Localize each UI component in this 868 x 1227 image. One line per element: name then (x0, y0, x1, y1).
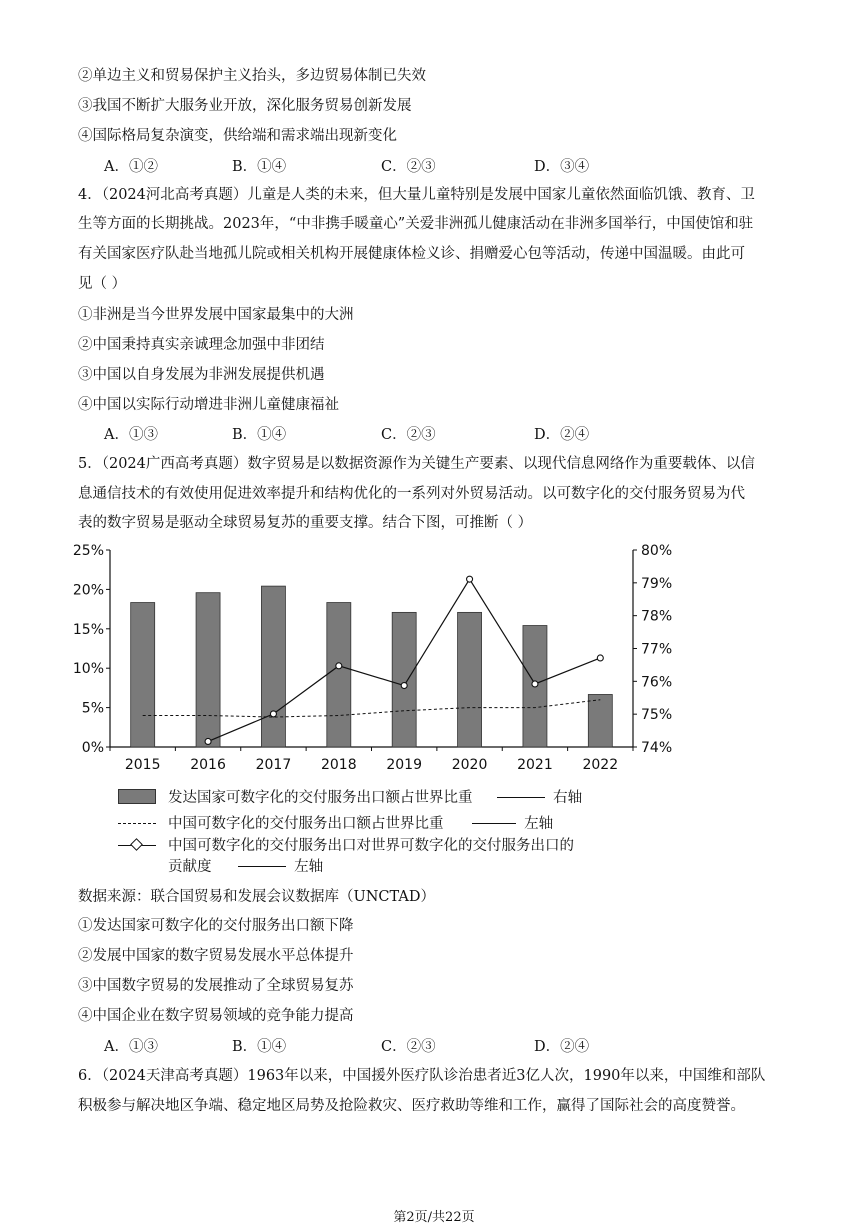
legend-solid-line (497, 797, 545, 798)
q4-option-4: ④中国以实际行动增进非洲儿童健康福祉 (78, 397, 339, 413)
q3-choice-a[interactable]: A．①② (104, 159, 158, 175)
q4-stem-line-4: 见（ ） (78, 276, 127, 292)
marker-point (336, 663, 342, 669)
diamond-marker-icon (130, 838, 143, 851)
x-axis-tick-label: 2022 (582, 757, 619, 773)
left-axis-tick-label: 15% (72, 621, 104, 638)
legend-marker-label-1: 中国可数字化的交付服务出口对世界可数字化的交付服务出口的 (168, 838, 574, 854)
q3-option-3: ③我国不断扩大服务业开放，深化服务贸易创新发展 (78, 98, 412, 114)
left-axis-tick-label: 20% (72, 582, 104, 599)
q5-data-source: 数据来源：联合国贸易和发展会议数据库（UNCTAD） (78, 889, 435, 905)
legend-item-marker-cont (168, 857, 323, 877)
q5-choice-b[interactable]: B．①④ (232, 1039, 287, 1055)
q5-option-2: ②发展中国家的数字贸易发展水平总体提升 (78, 948, 354, 964)
left-axis-tick-label: 0% (81, 740, 104, 756)
legend-dashed-axis: 左轴 (524, 816, 554, 832)
marker-point (467, 576, 473, 582)
x-axis-tick-label: 2019 (386, 757, 423, 773)
q5-option-4: ④中国企业在数字贸易领域的竞争能力提高 (78, 1008, 354, 1024)
legend-bar-swatch (118, 789, 156, 804)
q4-stem-line-1: 4．（2024河北高考真题）儿童是人类的未来，但大量儿童特别是发展中国家儿童依然面临饥饿、教育、卫 (78, 187, 755, 203)
right-axis-tick-label: 78% (641, 608, 673, 625)
q6-stem-line-1: 6．（2024天津高考真题）1963年以来，中国援外医疗队诊治患者近3亿人次，1990年以来，中国维和部队 (78, 1068, 766, 1084)
q5-stem-line-2: 息通信技术的有效使用促进效率提升和结构优化的一系列对外贸易活动。以可数字化的交付服务贸易为代 (78, 486, 745, 502)
bar-2017 (261, 586, 285, 747)
legend-dashed-swatch (118, 823, 156, 824)
q4-choice-b[interactable]: B．①④ (232, 427, 287, 443)
q5-choice-a[interactable]: A．①③ (104, 1039, 158, 1055)
bar-2020 (458, 612, 482, 747)
right-axis-tick-label: 74% (641, 740, 673, 756)
right-axis-tick-label: 76% (641, 674, 673, 691)
legend-solid-line (472, 823, 516, 824)
bar-2022 (588, 694, 612, 747)
q5-option-3: ③中国数字贸易的发展推动了全球贸易复苏 (78, 978, 354, 994)
marker-point (597, 655, 603, 661)
q4-stem-line-3: 有关国家医疗队赴当地孤儿院或相关机构开展健康体检义诊、捐赠爱心包等活动，传递中国温暖。由此可 (78, 246, 745, 262)
legend-marker-axis: 左轴 (294, 859, 324, 875)
x-axis-tick-label: 2018 (320, 757, 357, 773)
bar-2018 (327, 603, 351, 747)
marker-point (401, 683, 407, 689)
left-axis-tick-label: 25% (72, 543, 104, 559)
q4-option-3: ③中国以自身发展为非洲发展提供机遇 (78, 367, 325, 383)
left-axis-tick-label: 10% (72, 661, 104, 678)
q3-choice-d[interactable]: D．③④ (534, 159, 590, 175)
q5-stem-line-3: 表的数字贸易是驱动全球贸易复苏的重要支撑。结合下图，可推断（ ） (78, 515, 533, 531)
q5-choice-c[interactable]: C．②③ (381, 1039, 436, 1055)
q3-option-4: ④国际格局复杂演变，供给端和需求端出现新变化 (78, 128, 397, 144)
bar-2015 (131, 603, 155, 747)
legend-item-bar (118, 788, 582, 808)
q4-stem-line-2: 生等方面的长期挑战。2023年，“中非携手暖童心”关爱非洲孤儿健康活动在非洲多国举行，中国使馆和驻 (78, 216, 754, 232)
q3-choice-c[interactable]: C．②③ (381, 159, 436, 175)
page-footer: 第2页/共22页 (393, 1210, 475, 1225)
marker-point (532, 681, 538, 687)
legend-bar-axis: 右轴 (553, 790, 583, 806)
bar-2016 (196, 593, 220, 747)
legend-solid-line (238, 866, 286, 867)
x-axis-tick-label: 2017 (255, 757, 292, 773)
legend-marker-label-2: 贡献度 (168, 859, 212, 875)
q3-option-2: ②单边主义和贸易保护主义抬头，多边贸易体制已失效 (78, 68, 426, 84)
q4-choice-d[interactable]: D．②④ (534, 427, 590, 443)
legend-dashed-label: 中国可数字化的交付服务出口额占世界比重 (168, 816, 444, 832)
right-axis-tick-label: 80% (641, 543, 673, 559)
x-axis-tick-label: 2021 (517, 757, 553, 773)
legend-bar-label: 发达国家可数字化的交付服务出口额占世界比重 (168, 790, 473, 806)
x-axis-tick-label: 2020 (451, 757, 488, 773)
x-axis-tick-label: 2015 (124, 757, 161, 773)
legend-item-marker (118, 836, 574, 856)
x-axis-tick-label: 2016 (190, 757, 226, 773)
right-axis-tick-label: 79% (641, 575, 673, 592)
q4-option-2: ②中国秉持真实亲诚理念加强中非团结 (78, 337, 325, 353)
marker-point (270, 711, 276, 717)
q5-chart (72, 536, 678, 776)
q3-choice-b[interactable]: B．①④ (232, 159, 287, 175)
q5-choice-d[interactable]: D．②④ (534, 1039, 590, 1055)
marker-point (205, 738, 211, 744)
q4-choice-c[interactable]: C．②③ (381, 427, 436, 443)
q5-stem-line-1: 5．（2024广西高考真题）数字贸易是以数据资源作为关键生产要素、以现代信息网络作为重要载体、以信 (78, 456, 755, 472)
q4-option-1: ①非洲是当今世界发展中国家最集中的大洲 (78, 307, 354, 323)
q4-choice-a[interactable]: A．①③ (104, 427, 158, 443)
left-axis-tick-label: 5% (81, 700, 104, 717)
bar-2019 (392, 612, 416, 747)
legend-marker-swatch (118, 845, 156, 846)
right-axis-tick-label: 75% (641, 707, 673, 724)
right-axis-tick-label: 77% (641, 641, 673, 658)
legend-item-dashed (118, 814, 553, 834)
q6-stem-line-2: 积极参与解决地区争端、稳定地区局势及抢险救灾、医疗救助等维和工作，赢得了国际社会的高度赞誉。 (78, 1098, 745, 1114)
q5-option-1: ①发达国家可数字化的交付服务出口额下降 (78, 918, 354, 934)
